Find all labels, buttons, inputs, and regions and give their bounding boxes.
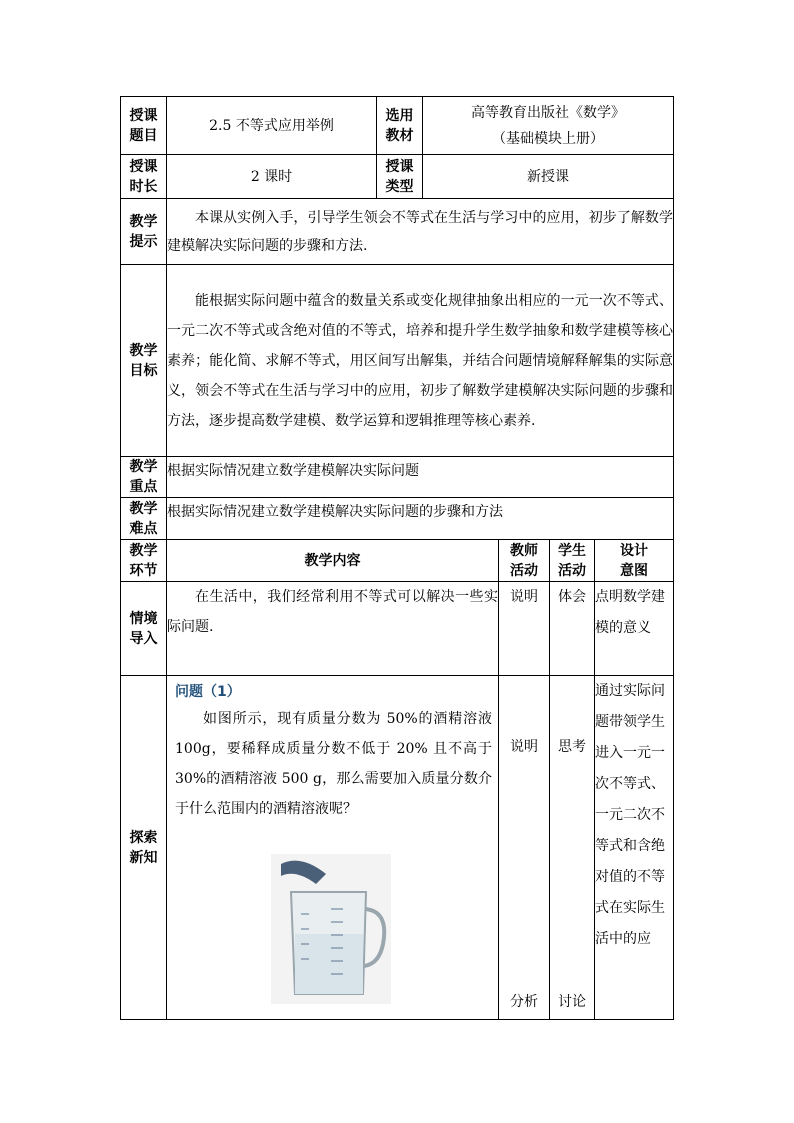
column-header-row <box>121 540 674 582</box>
type-value: 新授课 <box>423 155 674 199</box>
header-row-2 <box>121 155 674 199</box>
difficulty-text: 根据实际情况建立数学建模解决实际问题的步骤和方法 <box>167 498 674 540</box>
col-design-header: 设计 意图 <box>595 540 674 582</box>
type-label: 授课 类型 <box>377 155 423 199</box>
difficulty-row <box>121 498 674 540</box>
goal-text: 能根据实际问题中蕴含的数量关系或变化规律抽象出相应的一元一次不等式、一元二次不等式或含绝对值的不等式，培养和提升学生数学抽象和数学建模等核心素养；能化简、求解不等式，用区间写出解集，并结合问题情境解释解集的实际意义，领会不等式在生活与学习中的应用，初步了解数学建模解决实际问题的步骤和方法，逐步提高数学建模、数学运算和逻辑推理等核心素养. <box>167 265 674 457</box>
hint-row <box>121 199 674 265</box>
lesson-plan-table <box>120 96 674 1020</box>
explore-student <box>550 676 595 1020</box>
topic-value: 2.5 不等式应用举例 <box>167 97 377 155</box>
question-text: 如图所示，现有质量分数为 50%的酒精溶液 100g，要稀释成质量分数不低于 20% 且不高于 30%的酒精溶液 500 g，那么需要加入质量分数介于什么范围内的酒精溶液呢？ <box>175 711 492 817</box>
explore-student-2: 讨论 <box>558 994 586 1010</box>
explore-design: 通过实际问题带领学生进入一元一次不等式、一元二次不等式和含绝对值的不等式在实际生活中的应 <box>595 676 674 1020</box>
intro-teacher: 说明 <box>499 582 550 676</box>
textbook-value: 高等教育出版社《数学》 （基础模块上册） <box>423 97 674 155</box>
explore-teacher-1: 说明 <box>510 739 538 755</box>
hint-text: 本课从实例入手，引导学生领会不等式在生活与学习中的应用，初步了解数学建模解决实际问题的步骤和方法. <box>167 199 674 265</box>
col-content-header: 教学内容 <box>167 540 499 582</box>
key-point-text: 根据实际情况建立数学建模解决实际问题 <box>167 457 674 498</box>
duration-label: 授课 时长 <box>121 155 167 199</box>
key-point-row <box>121 457 674 498</box>
intro-row <box>121 582 674 676</box>
col-student-header: 学生 活动 <box>550 540 595 582</box>
explore-stage: 探索 新知 <box>121 676 167 1020</box>
key-point-label: 教学 重点 <box>121 457 167 498</box>
intro-stage: 情境 导入 <box>121 582 167 676</box>
explore-teacher-2: 分析 <box>510 994 538 1010</box>
intro-design: 点明数学建模的意义 <box>595 582 674 676</box>
intro-content: 在生活中，我们经常利用不等式可以解决一些实际问题. <box>167 582 499 676</box>
goal-label: 教学 目标 <box>121 265 167 457</box>
topic-label: 授课 题目 <box>121 97 167 155</box>
col-stage-header: 教学 环节 <box>121 540 167 582</box>
goal-row <box>121 265 674 457</box>
explore-student-1: 思考 <box>558 739 586 755</box>
explore-content <box>167 676 499 1020</box>
header-row-1 <box>121 97 674 155</box>
textbook-label: 选用 教材 <box>377 97 423 155</box>
question-title: 问题（1） <box>175 684 241 700</box>
explore-teacher <box>499 676 550 1020</box>
hint-label: 教学 提示 <box>121 199 167 265</box>
col-teacher-header: 教师 活动 <box>499 540 550 582</box>
intro-student: 体会 <box>550 582 595 676</box>
beaker-image <box>271 854 391 1004</box>
explore-row <box>121 676 674 1020</box>
difficulty-label: 教学 难点 <box>121 498 167 540</box>
duration-value: 2 课时 <box>167 155 377 199</box>
